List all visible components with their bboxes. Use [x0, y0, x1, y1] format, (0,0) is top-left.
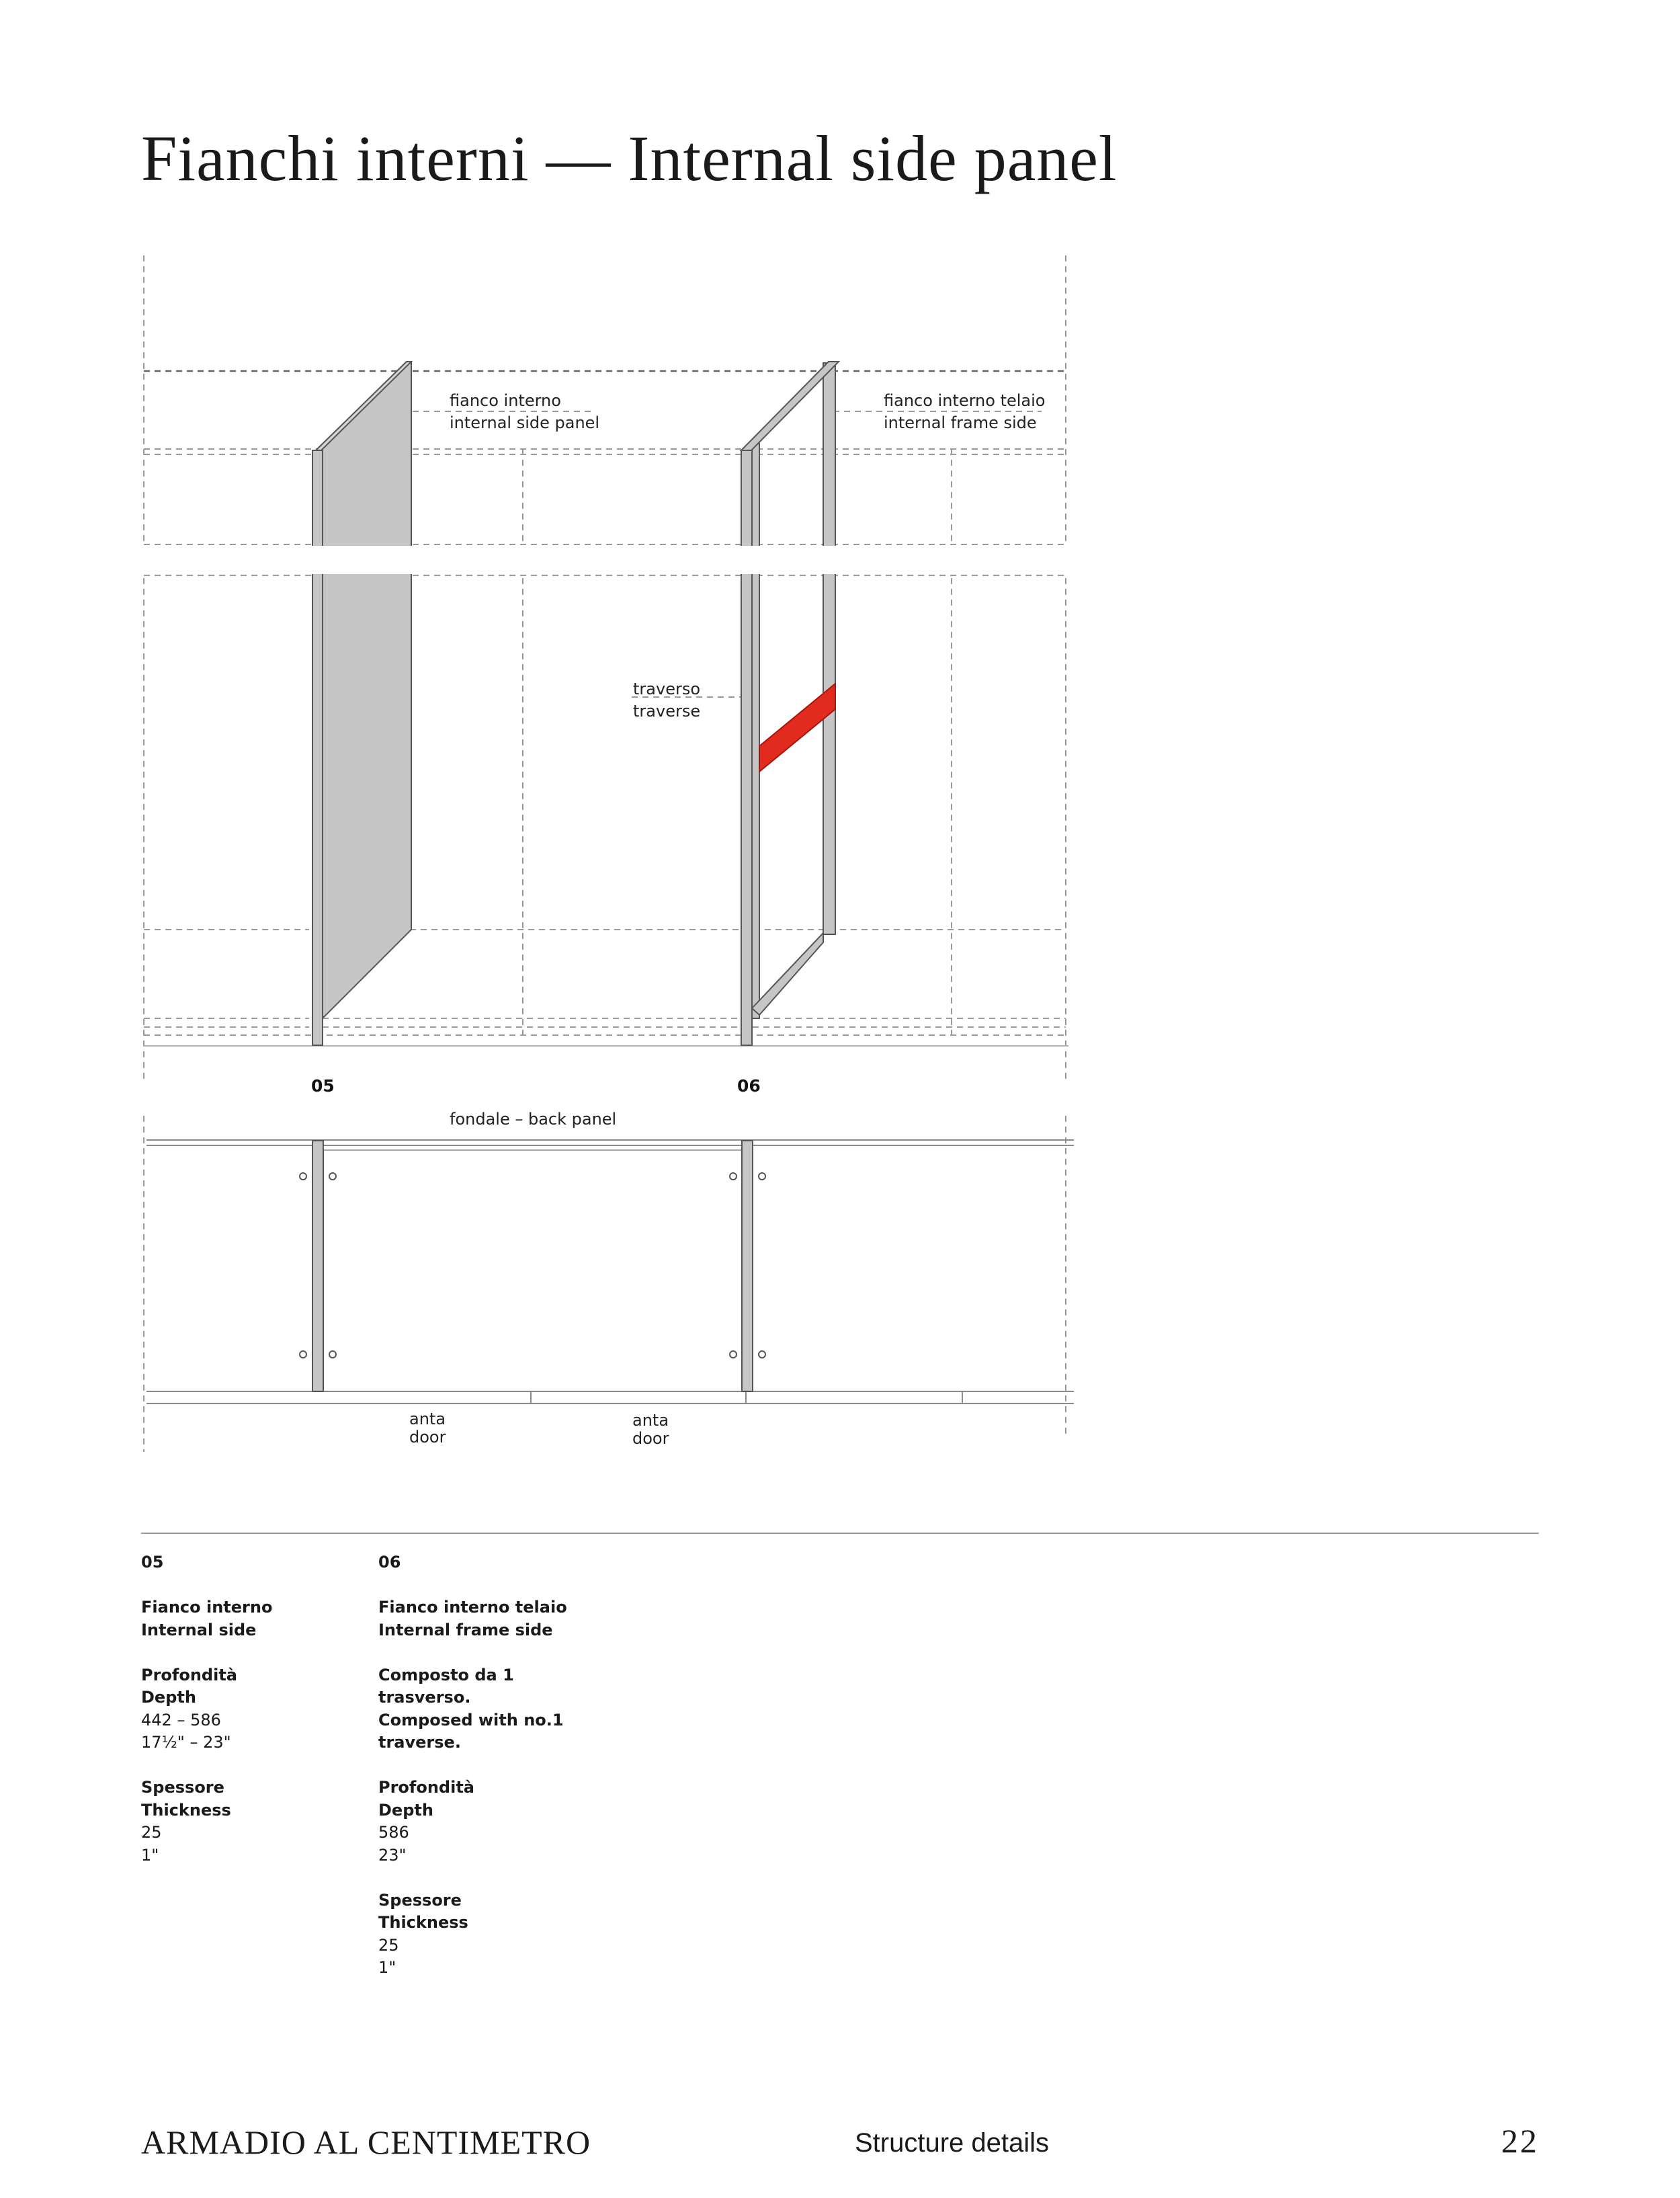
callout-side-panel-en: internal side panel	[450, 413, 600, 432]
composition-note: traverse.	[378, 1733, 461, 1752]
callout-door-2-it: anta	[632, 1411, 669, 1430]
callout-frame-side-it: fianco interno telaio	[884, 391, 1046, 410]
spec-name-en: Internal frame side	[378, 1620, 553, 1639]
internal-side-panel	[312, 362, 411, 1045]
composition-note: trasverso.	[378, 1688, 471, 1707]
callout-door-1-it: anta	[409, 1410, 446, 1428]
callout-traverse-it: traverso	[633, 680, 701, 698]
callout-frame-side-en: internal frame side	[884, 413, 1037, 432]
spec-column-06	[378, 1551, 567, 1980]
spec-number: 06	[378, 1553, 401, 1572]
footer-brand: ARMADIO AL CENTIMETRO	[141, 2123, 591, 2161]
thickness-mm: 25	[141, 1823, 162, 1842]
spec-name-en: Internal side	[141, 1620, 257, 1639]
plan-view	[146, 1140, 1074, 1403]
callout-door-2-en: door	[632, 1429, 669, 1448]
depth-label-en: Depth	[141, 1688, 196, 1707]
depth-mm: 586	[378, 1823, 409, 1842]
spec-name-it: Fianco interno	[141, 1598, 273, 1617]
spec-column-05	[141, 1551, 272, 1867]
composition-note: Composto da 1	[378, 1665, 514, 1684]
callout-traverse-en: traverse	[633, 702, 701, 721]
thickness-in: 1"	[141, 1845, 159, 1865]
thickness-label-it: Spessore	[141, 1778, 224, 1797]
thickness-mm: 25	[378, 1935, 399, 1955]
item-number-05: 05	[311, 1076, 335, 1096]
thickness-in: 1"	[378, 1958, 396, 1977]
thickness-label-en: Thickness	[141, 1800, 231, 1820]
item-number-06: 06	[737, 1076, 761, 1096]
depth-in: 17½" – 23"	[141, 1733, 231, 1752]
footer-section-title: Structure details	[855, 2128, 1050, 2158]
section-divider	[141, 1533, 1539, 1534]
guide-lines	[144, 255, 1066, 1452]
callout-door-1-en: door	[409, 1428, 446, 1447]
callout-back-panel: fondale – back panel	[450, 1110, 617, 1129]
depth-label-en: Depth	[378, 1800, 433, 1820]
depth-label-it: Profondità	[141, 1665, 238, 1684]
drawing-break	[134, 546, 1075, 574]
depth-in: 23"	[378, 1845, 407, 1865]
callout-side-panel-it: fianco interno	[450, 391, 561, 410]
page-number: 22	[1501, 2122, 1539, 2160]
thickness-label-it: Spessore	[378, 1890, 462, 1910]
composition-note: Composed with no.1	[378, 1710, 564, 1729]
spec-number: 05	[141, 1553, 164, 1572]
depth-mm: 442 – 586	[141, 1710, 221, 1729]
page-title: Fianchi interni — Internal side panel	[141, 122, 1118, 194]
thickness-label-en: Thickness	[378, 1913, 468, 1932]
depth-label-it: Profondità	[378, 1778, 475, 1797]
spec-name-it: Fianco interno telaio	[378, 1598, 567, 1617]
